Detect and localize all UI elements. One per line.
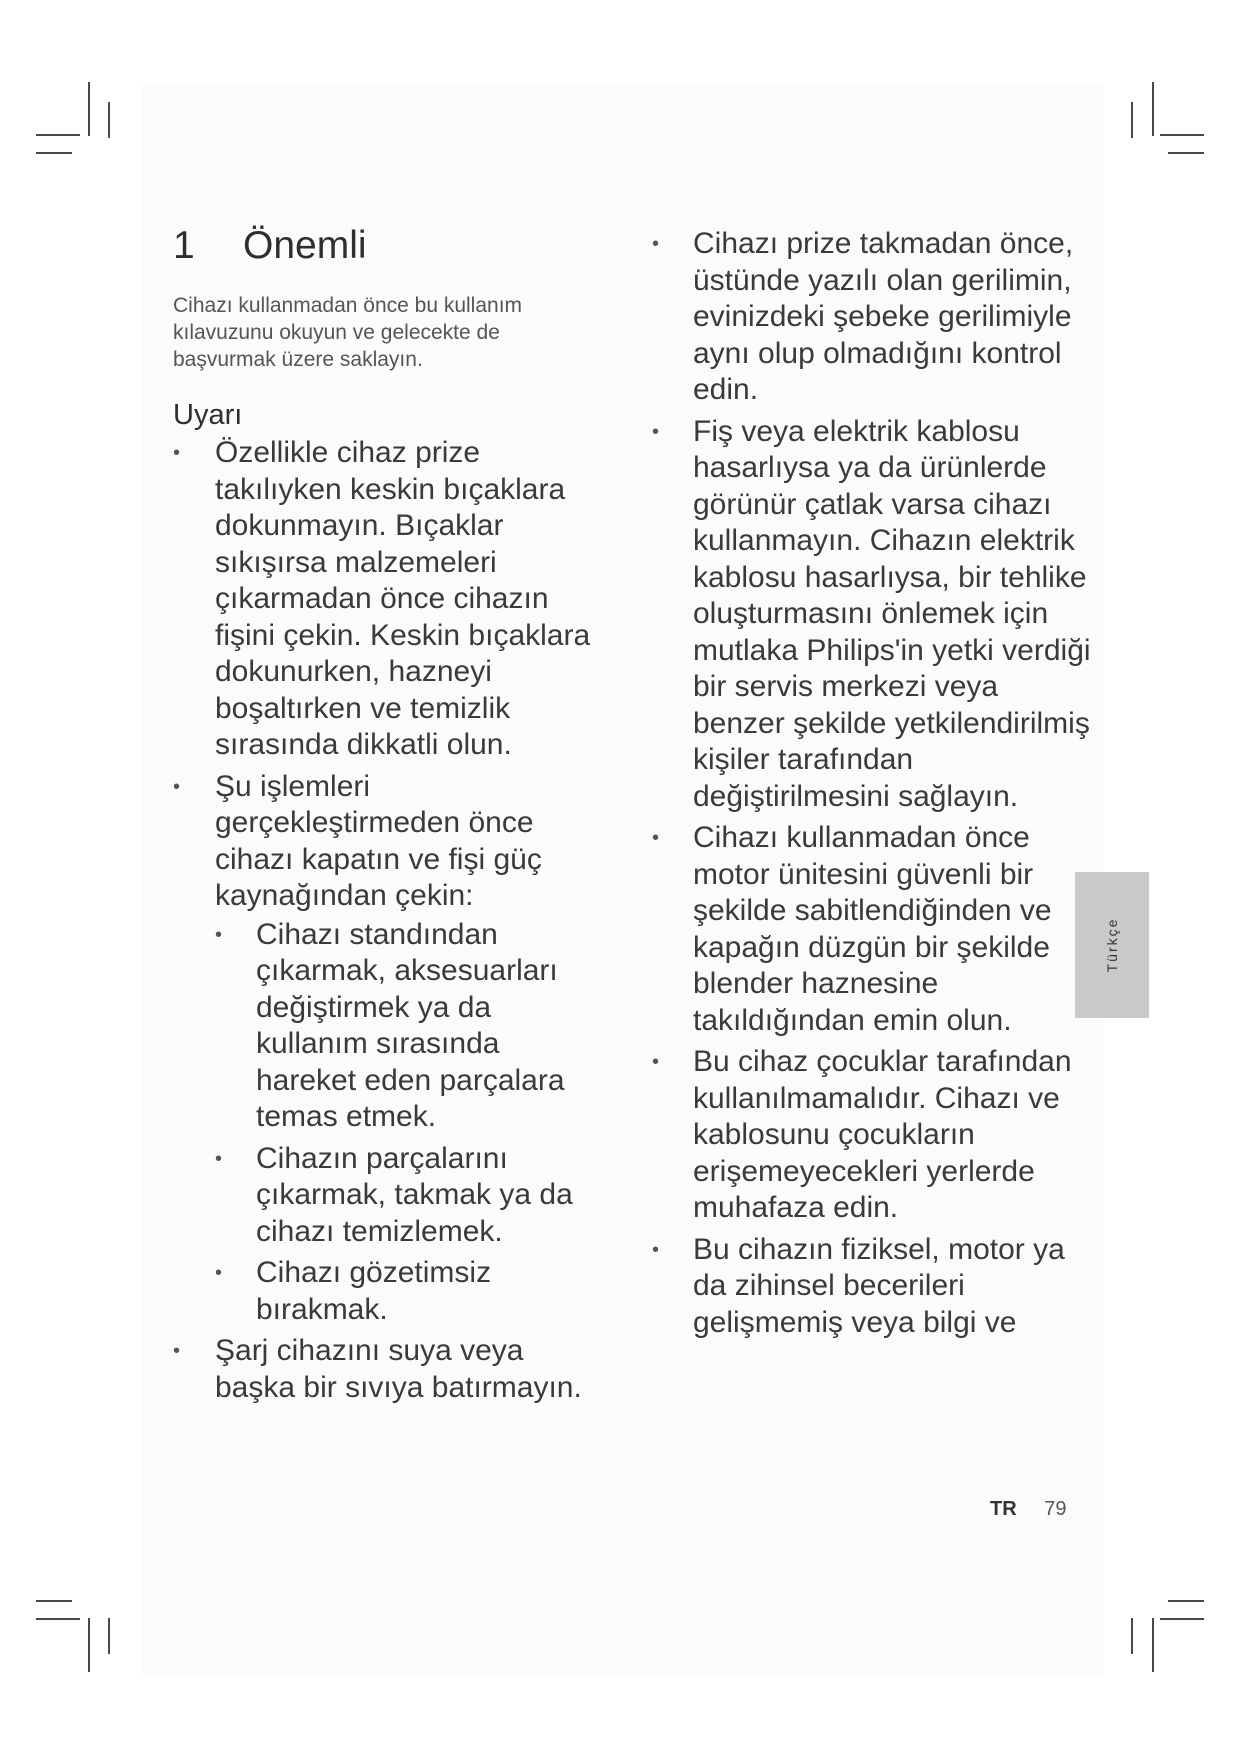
warning-list — [173, 435, 603, 1406]
language-tab — [1075, 872, 1149, 1018]
crop-mark — [1160, 1618, 1204, 1620]
section-number: 1 — [173, 224, 195, 267]
sub-list-item: • Cihazı standından çıkarmak, aksesuarları değiştirmek ya da kullanım sırasında hareket eden parçalara temas etmek. — [215, 917, 603, 1136]
list-item: • Bu cihazın fiziksel, motor ya da zihinsel becerileri gelişmemiş veya bilgi ve — [652, 1232, 1092, 1342]
page-number: 79 — [1044, 1498, 1067, 1520]
section-heading — [173, 222, 603, 270]
crop-mark — [108, 102, 110, 138]
crop-mark — [88, 1618, 90, 1672]
crop-mark — [88, 82, 90, 136]
crop-mark — [1168, 1600, 1204, 1602]
warning-heading: Uyarı — [173, 399, 243, 431]
list-item: • Cihazı kullanmadan önce motor ünitesini güvenli bir şekilde sabitlendiğinden ve kapağın düzgün bir şekilde blender haznesine takıldığından emin olun. — [652, 820, 1092, 1039]
crop-mark — [36, 1618, 80, 1620]
crop-mark — [1160, 134, 1204, 136]
crop-mark — [1168, 152, 1204, 154]
crop-mark — [36, 134, 80, 136]
crop-mark — [1152, 1618, 1154, 1672]
crop-mark — [1131, 1618, 1133, 1654]
crop-mark — [1152, 82, 1154, 136]
list-item: • Cihazı prize takmadan önce, üstünde yazılı olan gerilimin, evinizdeki şebeke gerilimiyle aynı olup olmadığını kontrol edin. — [652, 226, 1092, 409]
list-item: • Bu cihaz çocuklar tarafından kullanılmamalıdır. Cihazı ve kablosunu çocukların erişemeyecekleri yerlerde muhafaza edin. — [652, 1044, 1092, 1227]
right-column — [652, 226, 1092, 1346]
crop-mark — [36, 152, 72, 154]
warning-list-continued — [652, 226, 1092, 1341]
list-item: • Şarj cihazını suya veya başka bir sıvıya batırmayın. — [173, 1333, 603, 1406]
list-item: • Fiş veya elektrik kablosu hasarlıysa ya da ürünlerde görünür çatlak varsa cihazı kullanmayın. Cihazın elektrik kablosu hasarlıysa, bir tehlike oluşturmasını önlemek için mutlaka Philips'in yetki verdiği bir servis merkezi veya benzer şekilde yetkilendirilmiş kişiler tarafından değiştirilmesini sağlayın. — [652, 414, 1092, 816]
crop-mark — [1131, 102, 1133, 138]
language-tab-label: Türkçe — [1104, 917, 1120, 973]
intro-text: Cihazı kullanmadan önce bu kullanım kılavuzunu okuyun ve gelecekte de başvurmak üzere saklayın. — [173, 294, 523, 371]
sub-list-item: • Cihazın parçalarını çıkarmak, takmak ya da cihazı temizlemek. — [215, 1141, 603, 1251]
list-item: • Şu işlemleri gerçekleştirmeden önce cihazı kapatın ve fişi güç kaynağından çekin: • Cihazı standından çıkarmak, aksesuarları değiştirmek ya da kullanım sırasında hareket eden parçalara temas etmek. • Cihazın parçalarını çıkarmak, takmak ya da cihazı temizlemek. • Cihazı gözetimsiz bırakmak. — [173, 769, 603, 1329]
section-title: Önemli — [243, 224, 367, 267]
footer-language: TR — [990, 1498, 1017, 1520]
crop-mark — [108, 1618, 110, 1654]
list-item: • Özellikle cihaz prize takılıyken keskin bıçaklara dokunmayın. Bıçaklar sıkışırsa malzemeleri çıkarmadan önce cihazın fişini çekin. Keskin bıçaklara dokunurken, hazneyi boşaltırken ve temizlik sırasında dikkatli olun. — [173, 435, 603, 764]
crop-mark — [36, 1600, 72, 1602]
left-column — [173, 222, 603, 1411]
sub-list — [215, 917, 603, 1329]
page-footer — [990, 1498, 1066, 1521]
sub-list-item: • Cihazı gözetimsiz bırakmak. — [215, 1255, 603, 1328]
